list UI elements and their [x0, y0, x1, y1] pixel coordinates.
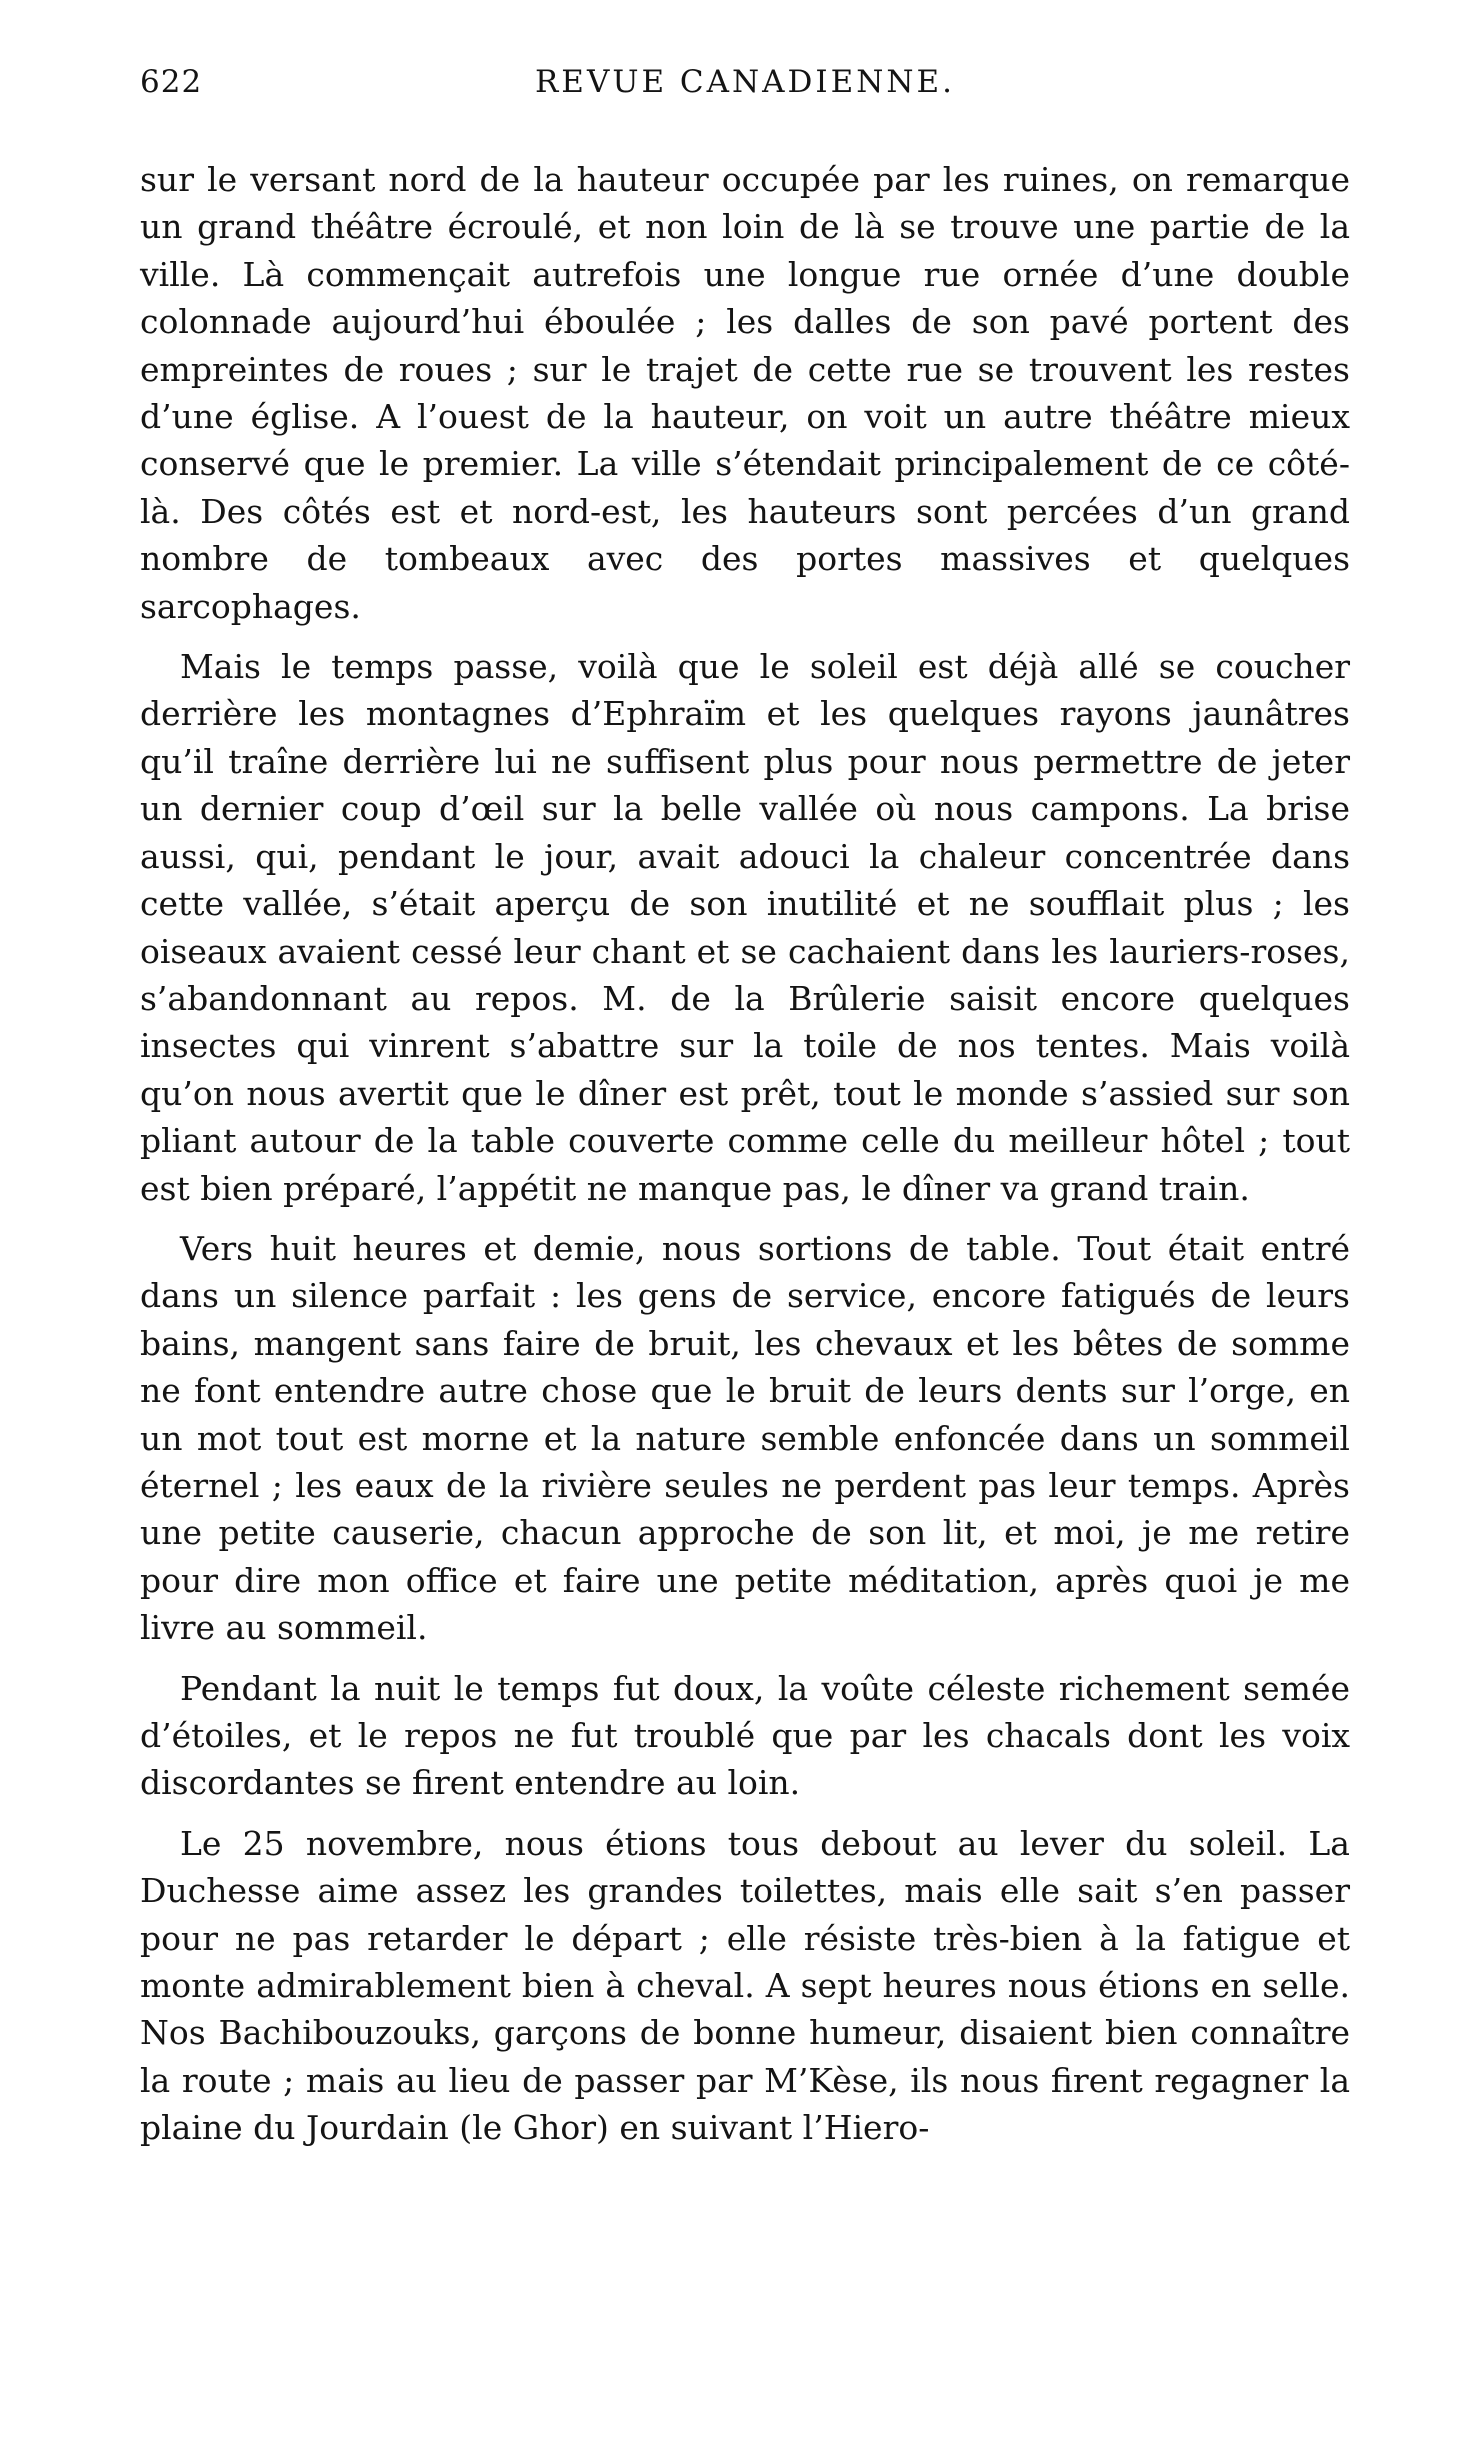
page-number: 622 [140, 64, 203, 100]
running-head [140, 64, 1350, 124]
paragraph-night-sky: Pendant la nuit le temps fut doux, la voûte céleste richement semée d’étoiles, et le repos ne fut troublé que par les chacals dont les voix discordantes se firent entendre au loin. [140, 1668, 1350, 1803]
paragraph-departure: Le 25 novembre, nous étions tous debout au lever du soleil. La Duchesse aime assez les grandes toilettes, mais elle sait s’en passer pour ne pas retarder le départ ; elle résiste très-bien à la fatigue et monte admirablement bien à cheval. A sept heures nous étions en selle. Nos Bachibouzouks, garçons de bonne humeur, disaient bien connaître la route ; mais au lieu de passer par M’Kèse, ils nous firent regagner la plaine du Jourdain (le Ghor) en suivant l’Hiero- [140, 1823, 1350, 2148]
journal-title: REVUE CANADIENNE. [534, 64, 956, 100]
paragraph-ruins: sur le versant nord de la hauteur occupée par les ruines, on remarque un grand théâtre écroulé, et non loin de là se trouve une partie de la ville. Là commençait autrefois une longue rue ornée d’une double colonnade aujourd’hui éboulée ; les dalles de son pavé portent des empreintes de roues ; sur le trajet de cette rue se trouvent les restes d’une église. A l’ouest de la hauteur, on voit un autre théâtre mieux conservé que le premier. La ville s’étendait principalement de ce côté-là. Des côtés est et nord-est, les hauteurs sont percées d’un grand nombre de tombeaux avec des portes massives et quelques sarcophages. [140, 160, 1350, 626]
book-page [140, 64, 1350, 2165]
paragraph-evening: Mais le temps passe, voilà que le soleil est déjà allé se coucher derrière les montagnes d’Ephraïm et les quelques rayons jaunâtres qu’il traîne derrière lui ne suffisent plus pour nous permettre de jeter un dernier coup d’œil sur la belle vallée où nous campons. La brise aussi, qui, pendant le jour, avait adouci la chaleur concentrée dans cette vallée, s’était aperçu de son inutilité et ne soufflait plus ; les oiseaux avaient cessé leur chant et se cachaient dans les lauriers-roses, s’abandonnant au repos. M. de la Brûlerie saisit encore quelques insectes qui vinrent s’abattre sur la toile de nos tentes. Mais voilà qu’on nous avertit que le dîner est prêt, tout le monde s’assied sur son pliant autour de la table couverte comme celle du meilleur hôtel ; tout est bien préparé, l’appétit ne manque pas, le dîner va grand train. [140, 647, 1350, 1208]
paragraph-night-silence: Vers huit heures et demie, nous sortions de table. Tout était entré dans un silence parfait : les gens de service, encore fatigués de leurs bains, mangent sans faire de bruit, les chevaux et les bêtes de somme ne font entendre autre chose que le bruit de leurs dents sur l’orge, en un mot tout est morne et la nature semble enfoncée dans un sommeil éternel ; les eaux de la rivière seules ne perdent pas leur temps. Après une petite causerie, chacun approche de son lit, et moi, je me retire pour dire mon office et faire une petite méditation, après quoi je me livre au sommeil. [140, 1228, 1350, 1648]
